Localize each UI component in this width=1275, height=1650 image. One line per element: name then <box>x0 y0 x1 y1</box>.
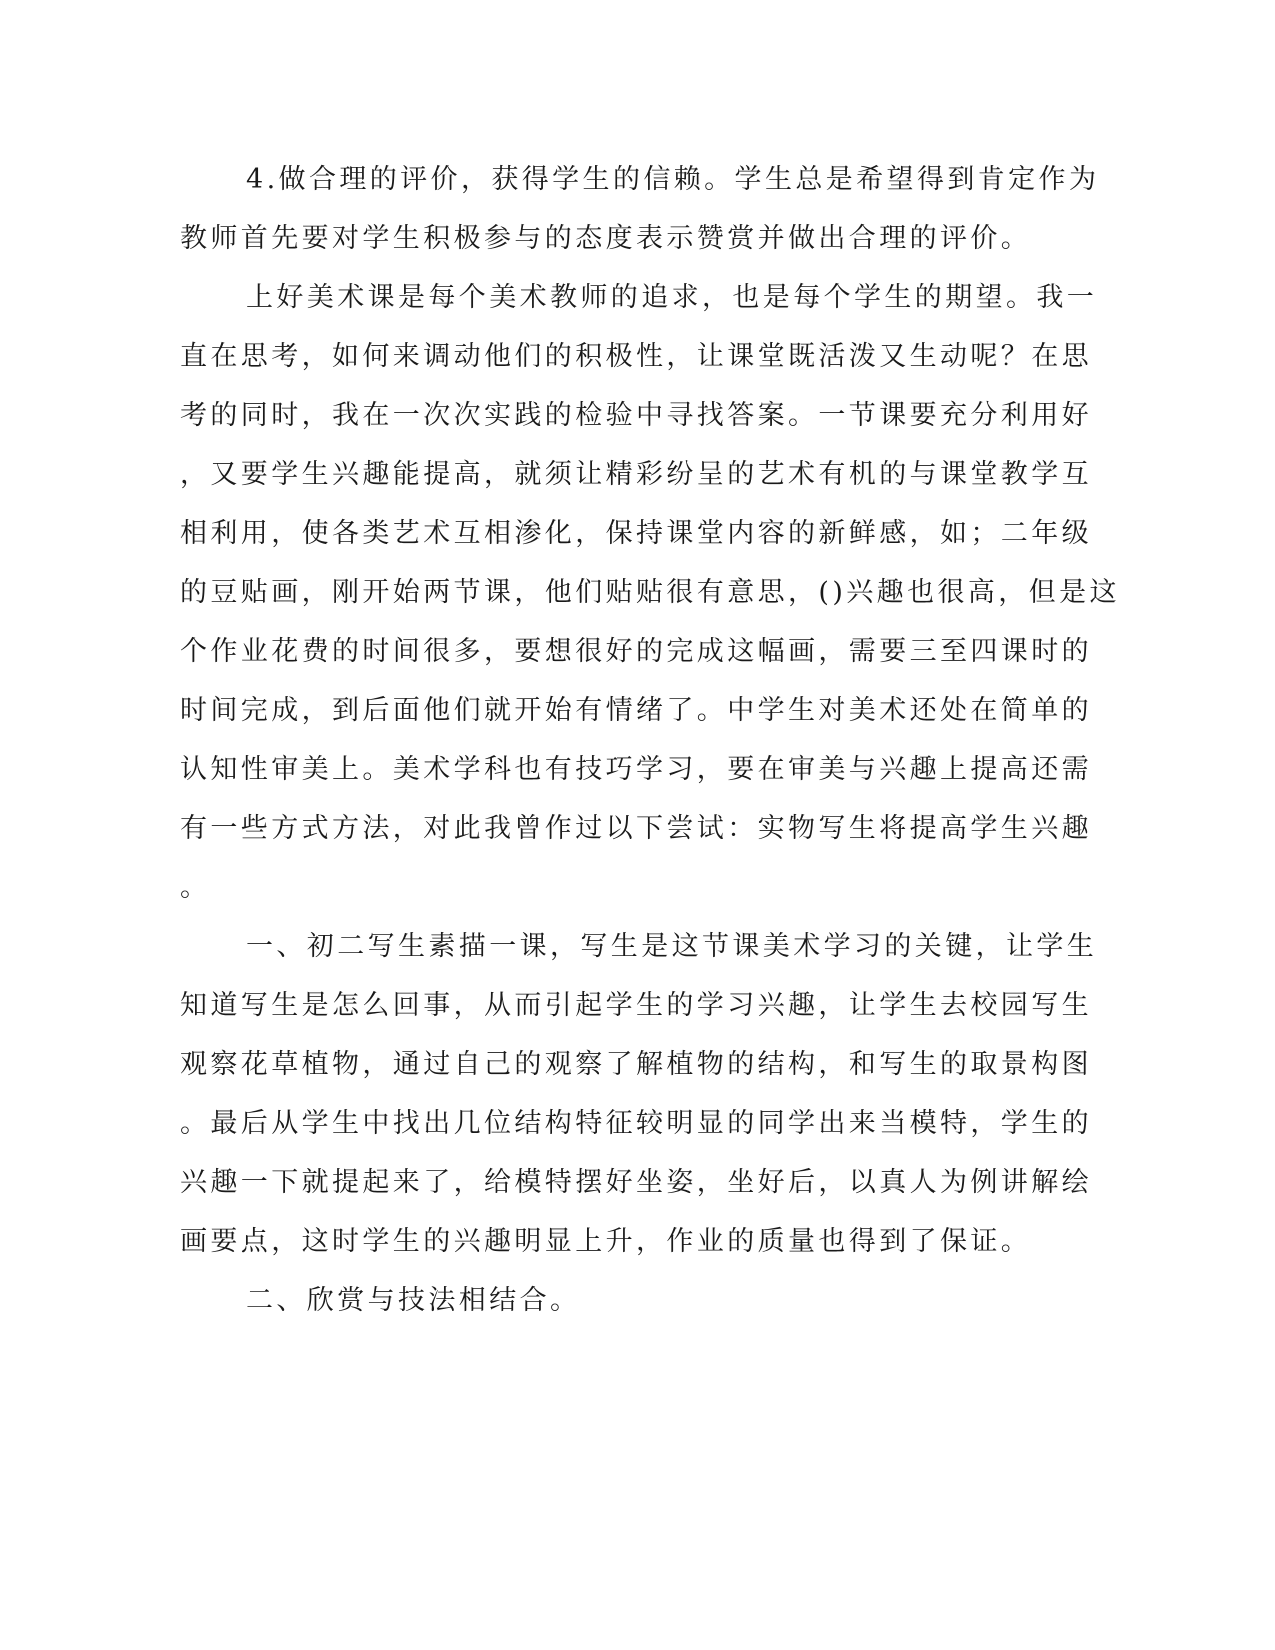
paragraph-3-line-3: 观察花草植物，通过自己的观察了解植物的结构，和写生的取景构图 <box>180 1049 1092 1080</box>
paragraph-1-line-1: 4.做合理的评价，获得学生的信赖。学生总是希望得到肯定作为 <box>246 164 1100 195</box>
paragraph-2-line-9: 认知性审美上。美术学科也有技巧学习，要在审美与兴趣上提高还需 <box>180 754 1092 785</box>
paragraph-1-line-2: 教师首先要对学生积极参与的态度表示赞赏并做出合理的评价。 <box>180 223 1032 254</box>
paragraph-2-line-7: 个作业花费的时间很多，要想很好的完成这幅画，需要三至四课时的 <box>180 636 1092 667</box>
paragraph-2-line-1: 上好美术课是每个美术教师的追求，也是每个学生的期望。我一 <box>246 282 1098 313</box>
paragraph-2-line-6: 的豆贴画，刚开始两节课，他们贴贴很有意思，()兴趣也很高，但是这 <box>180 577 1120 608</box>
paragraph-3-line-6: 画要点，这时学生的兴趣明显上升，作业的质量也得到了保证。 <box>180 1226 1032 1257</box>
paragraph-2-line-2: 直在思考，如何来调动他们的积极性，让课堂既活泼又生动呢？在思 <box>180 341 1092 372</box>
paragraph-2-line-3: 考的同时，我在一次次实践的检验中寻找答案。一节课要充分利用好 <box>180 400 1092 431</box>
paragraph-4-heading: 二、欣赏与技法相结合。 <box>246 1285 581 1316</box>
paragraph-3-line-4: 。最后从学生中找出几位结构特征较明显的同学出来当模特，学生的 <box>180 1108 1092 1139</box>
paragraph-2-line-4: ，又要学生兴趣能提高，就须让精彩纷呈的艺术有机的与课堂教学互 <box>180 459 1092 490</box>
paragraph-2-line-8: 时间完成，到后面他们就开始有情绪了。中学生对美术还处在简单的 <box>180 695 1092 726</box>
paragraph-3-line-1: 一、初二写生素描一课，写生是这节课美术学习的关键，让学生 <box>246 931 1098 962</box>
paragraph-2-line-11: 。 <box>180 872 211 903</box>
paragraph-2-line-10: 有一些方式方法，对此我曾作过以下尝试：实物写生将提高学生兴趣 <box>180 813 1092 844</box>
paragraph-3-line-5: 兴趣一下就提起来了，给模特摆好坐姿，坐好后，以真人为例讲解绘 <box>180 1167 1092 1198</box>
paragraph-3-line-2: 知道写生是怎么回事，从而引起学生的学习兴趣，让学生去校园写生 <box>180 990 1092 1021</box>
paragraph-2-line-5: 相利用，使各类艺术互相渗化，保持课堂内容的新鲜感，如；二年级 <box>180 518 1092 549</box>
